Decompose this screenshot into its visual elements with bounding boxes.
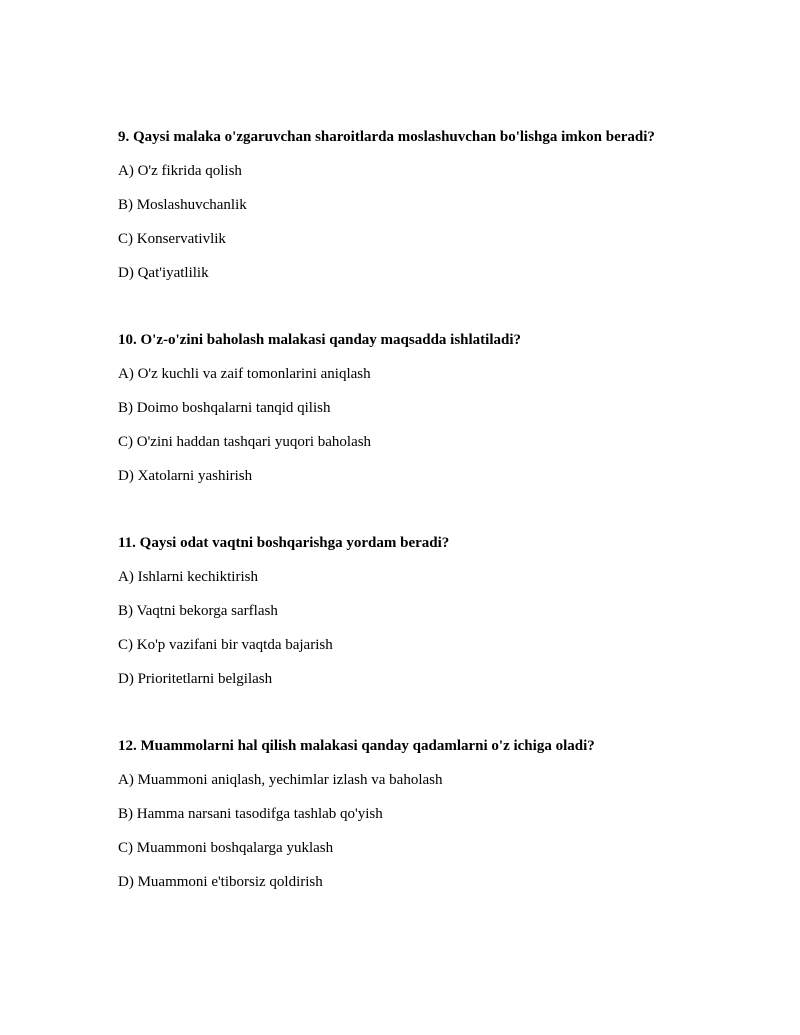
option-b: B) Vaqtni bekorga sarflash: [118, 603, 278, 619]
option-a: A) Muammoni aniqlash, yechimlar izlash va baholash: [118, 772, 443, 788]
question-title: 11. Qaysi odat vaqtni boshqarishga yordam beradi?: [118, 535, 450, 551]
option-c: C) O'zini haddan tashqari yuqori baholash: [118, 434, 372, 450]
option-b: B) Doimo boshqalarni tanqid qilish: [118, 400, 331, 416]
question-10: [118, 331, 758, 485]
question-title: 12. Muammolarni hal qilish malakasi qanday qadamlarni o'z ichiga oladi?: [118, 738, 595, 754]
question-9: [118, 128, 758, 282]
option-d: D) Prioritetlarni belgilash: [118, 671, 273, 687]
option-a: A) O'z kuchli va zaif tomonlarini aniqlash: [118, 366, 371, 382]
option-c: C) Muammoni boshqalarga yuklash: [118, 840, 334, 856]
option-d: D) Muammoni e'tiborsiz qoldirish: [118, 874, 323, 890]
option-c: C) Ko'p vazifani bir vaqtda bajarish: [118, 637, 333, 653]
option-a: A) O'z fikrida qolish: [118, 163, 242, 179]
option-d: D) Qat'iyatlilik: [118, 265, 209, 281]
option-a: A) Ishlarni kechiktirish: [118, 569, 258, 585]
option-d: D) Xatolarni yashirish: [118, 468, 253, 484]
question-title: 9. Qaysi malaka o'zgaruvchan sharoitlarda moslashuvchan bo'lishga imkon beradi?: [118, 129, 655, 145]
option-c: C) Konservativlik: [118, 231, 226, 247]
question-11: [118, 534, 758, 688]
question-title: 10. O'z-o'zini baholash malakasi qanday maqsadda ishlatiladi?: [118, 332, 522, 348]
option-b: B) Hamma narsani tasodifga tashlab qo'yish: [118, 806, 383, 822]
question-12: [118, 737, 758, 891]
option-b: B) Moslashuvchanlik: [118, 197, 247, 213]
